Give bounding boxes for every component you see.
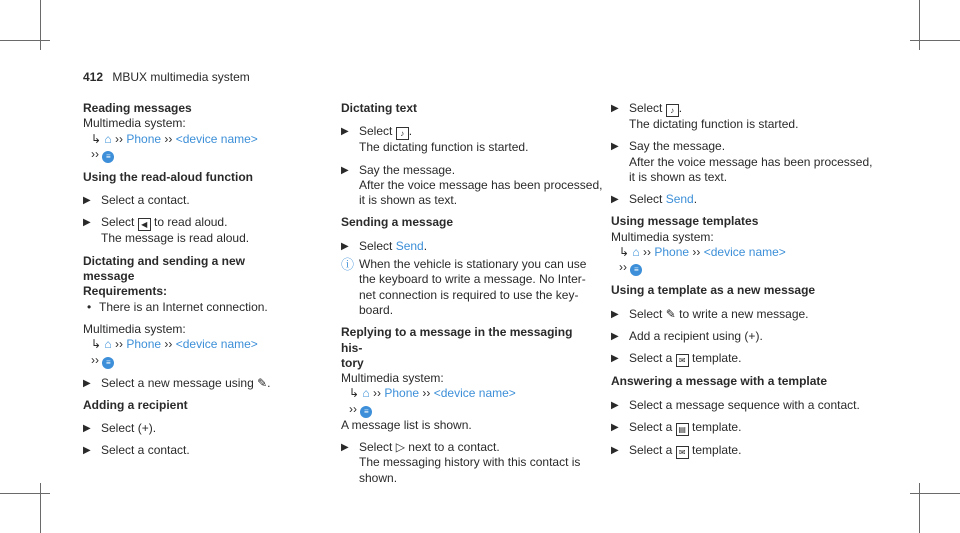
nav-path-2 (83, 147, 298, 163)
step-text: to read aloud. (154, 215, 228, 230)
template-new-heading: Using a template as a new message (611, 283, 816, 298)
plus-icon: (+) (137, 421, 153, 436)
step-bullet-icon: ▶ (611, 308, 619, 320)
microphone-icon: ♪ (666, 104, 679, 117)
step-result: it is shown as text. (629, 169, 728, 184)
reply-heading-2: tory (341, 355, 364, 370)
message-icon: ≡ (102, 151, 114, 163)
bullet-dot-icon: • (87, 299, 92, 314)
microphone-icon: ♪ (396, 127, 409, 140)
step (341, 162, 603, 209)
home-icon: ⌂ (632, 245, 640, 260)
requirement-item (83, 300, 298, 315)
note-text: board. (359, 302, 394, 317)
message-icon: ≡ (102, 357, 114, 369)
step: ▶ Select Send. (611, 192, 698, 207)
step-text: Add a recipient using (629, 328, 742, 343)
step-text: Select (101, 215, 135, 230)
chevron-icon: ›› (643, 245, 651, 260)
chevron-icon: ›› (373, 386, 381, 401)
crop-mark-br-h (910, 493, 960, 494)
path-phone: Phone (126, 131, 162, 146)
column-2 (341, 101, 603, 486)
step-bullet-icon: ▶ (611, 330, 619, 342)
step-text: Select a message sequence with a contact. (629, 397, 860, 412)
step-text: Select a contact. (101, 193, 190, 208)
step-bullet-icon: ▶ (83, 423, 91, 435)
step (83, 443, 298, 458)
step (611, 443, 861, 459)
step-text: Say the message. (359, 162, 456, 177)
step: ▶ Select ♪ . The dictating function is started. (341, 124, 581, 155)
path-phone: Phone (384, 386, 420, 401)
message-list-shown: A message list is shown. (341, 417, 472, 432)
templates-heading: Using message templates (611, 214, 759, 229)
step-text: Say the message. (629, 139, 726, 154)
step-bullet-icon: ▶ (611, 353, 619, 365)
home-icon: ⌂ (104, 337, 112, 352)
multimedia-system-label: Multimedia system: (83, 321, 186, 336)
step: ▶ Select (+). (83, 421, 157, 436)
requirements-heading: Requirements: (83, 284, 168, 299)
info-note (341, 257, 587, 318)
step-result: shown. (359, 470, 398, 485)
multimedia-system-label: Multimedia system: (341, 371, 444, 386)
step-text: template. (692, 419, 742, 434)
path-device-name: <device name> (175, 131, 258, 146)
crop-mark-tr-h (910, 40, 960, 41)
step-result: The message is read aloud. (101, 231, 250, 246)
crop-mark-tl-v (40, 0, 41, 50)
reading-messages-heading: Reading messages (83, 101, 192, 115)
next-arrow-icon: ▷ (395, 440, 405, 455)
step-bullet-icon: ▶ (611, 399, 619, 411)
step-bullet-icon: ▶ (83, 217, 91, 229)
crop-mark-tl-h (0, 40, 50, 41)
step (611, 398, 861, 413)
step-bullet-icon: ▶ (611, 444, 619, 456)
nav-path-2 (83, 353, 298, 369)
step-text: Select (629, 101, 663, 115)
multimedia-system-label: Multimedia system: (611, 229, 714, 244)
path-phone: Phone (654, 245, 690, 260)
step-bullet-icon: ▶ (611, 141, 619, 153)
crop-mark-tr-v (919, 0, 920, 50)
path-device-name: <device name> (433, 386, 516, 401)
nav-path (83, 337, 298, 352)
chevron-icon: ›› (164, 337, 173, 352)
answering-heading: Answering a message with a template (611, 374, 828, 389)
step (611, 351, 861, 367)
column-3 (611, 101, 873, 459)
page-header (83, 70, 250, 84)
arrow-icon: ↳ (349, 386, 360, 401)
chevron-icon: ›› (115, 337, 123, 352)
step: ▶ Add a recipient using (+). (611, 328, 763, 343)
step-bullet-icon: ▶ (83, 377, 91, 389)
path-phone: Phone (126, 337, 162, 352)
page-title: MBUX multimedia system (112, 70, 250, 84)
step-text: Select (359, 238, 393, 253)
step: ▶ Select a new message using ✎. (83, 375, 271, 390)
step-text: Select a new message using (101, 375, 254, 390)
nav-path (83, 132, 298, 147)
step-result: After the voice message has been processed, (359, 177, 603, 192)
step-text: to write a new message. (679, 306, 809, 321)
home-icon: ⌂ (104, 131, 112, 146)
home-icon: ⌂ (362, 386, 370, 401)
step-text: Select (629, 306, 663, 321)
step-result: it is shown as text. (359, 193, 458, 208)
info-icon: ⓘ (341, 257, 355, 273)
chevron-icon: ›› (349, 401, 357, 416)
crop-mark-bl-v (40, 483, 41, 533)
sending-heading: Sending a message (341, 215, 454, 230)
step (611, 139, 873, 185)
arrow-icon: ↳ (91, 337, 102, 352)
step (83, 193, 298, 208)
send-label: Send (395, 238, 424, 253)
message-icon: ≡ (630, 264, 642, 276)
plus-icon: (+) (744, 328, 760, 343)
step-bullet-icon: ▶ (83, 445, 91, 457)
column-1 (83, 101, 298, 459)
read-aloud-heading: Using the read-aloud function (83, 169, 253, 184)
step-text: Select a (629, 442, 673, 457)
step-text: Select a contact. (101, 443, 190, 458)
note-text: the keyboard to write a message. No Inter- (359, 272, 586, 287)
chevron-icon: ›› (422, 386, 431, 401)
step-text: Select a (629, 419, 673, 434)
step-bullet-icon: ▶ (341, 164, 349, 176)
step-bullet-icon: ▶ (341, 240, 349, 252)
document-template-icon: ▤ (676, 423, 689, 436)
multimedia-system-label: Multimedia system: (83, 116, 186, 131)
step: ▶ Select Send. (341, 238, 428, 253)
step-bullet-icon: ▶ (611, 194, 619, 206)
envelope-template-icon: ✉ (676, 446, 689, 459)
step (611, 307, 861, 322)
requirement-text: There is an Internet connection. (99, 299, 268, 314)
note-text: When the vehicle is stationary you can use (359, 257, 587, 272)
step (83, 215, 298, 246)
chevron-icon: ›› (91, 352, 99, 367)
step-text: next to a contact. (408, 440, 500, 455)
step-text: Select (359, 124, 393, 139)
message-icon: ≡ (360, 406, 372, 418)
crop-mark-br-v (919, 483, 920, 533)
nav-path-2 (341, 402, 581, 418)
reply-heading-1: Replying to a message in the messaging his- (341, 325, 573, 355)
send-label: Send (665, 192, 694, 207)
step-text: template. (692, 351, 742, 366)
step-text: Select (359, 440, 393, 455)
step: ▶ Select ♪ . The dictating function is started. (611, 101, 861, 132)
dictating-sending-heading: Dictating and sending a new message (83, 253, 246, 284)
step-text: Select (101, 421, 135, 436)
step-bullet-icon: ▶ (611, 421, 619, 433)
step-text: Select (629, 192, 663, 207)
step-bullet-icon: ▶ (83, 195, 91, 207)
chevron-icon: ›› (164, 131, 173, 146)
compose-icon: ✎ (257, 375, 268, 390)
path-device-name: <device name> (703, 245, 786, 260)
step-result: The dictating function is started. (629, 117, 799, 131)
step-bullet-icon: ▶ (341, 126, 349, 138)
chevron-icon: ›› (91, 146, 99, 161)
arrow-icon: ↳ (619, 245, 630, 260)
page-number: 412 (83, 70, 104, 84)
compose-icon: ✎ (665, 306, 676, 321)
step-text: Select a (629, 351, 673, 366)
path-device-name: <device name> (175, 337, 258, 352)
step-bullet-icon: ▶ (341, 442, 349, 454)
crop-mark-bl-h (0, 493, 50, 494)
chevron-icon: ›› (619, 260, 627, 275)
chevron-icon: ›› (115, 131, 123, 146)
step-result: The messaging history with this contact is (359, 455, 581, 470)
nav-path (341, 386, 581, 401)
step (341, 440, 581, 486)
read-aloud-icon: ◀ (138, 218, 151, 231)
nav-path-2 (611, 260, 861, 276)
step-result: After the voice message has been processed, (629, 154, 873, 169)
step-result: The dictating function is started. (359, 140, 529, 155)
step (611, 420, 861, 436)
dictating-text-heading: Dictating text (341, 101, 418, 115)
note-text: net connection is required to use the key- (359, 287, 579, 302)
chevron-icon: ›› (692, 245, 701, 260)
adding-recipient-heading: Adding a recipient (83, 397, 188, 412)
envelope-template-icon: ✉ (676, 354, 689, 367)
nav-path (611, 245, 861, 260)
step-text: template. (692, 442, 742, 457)
step-bullet-icon: ▶ (611, 103, 619, 114)
arrow-icon: ↳ (91, 131, 102, 146)
